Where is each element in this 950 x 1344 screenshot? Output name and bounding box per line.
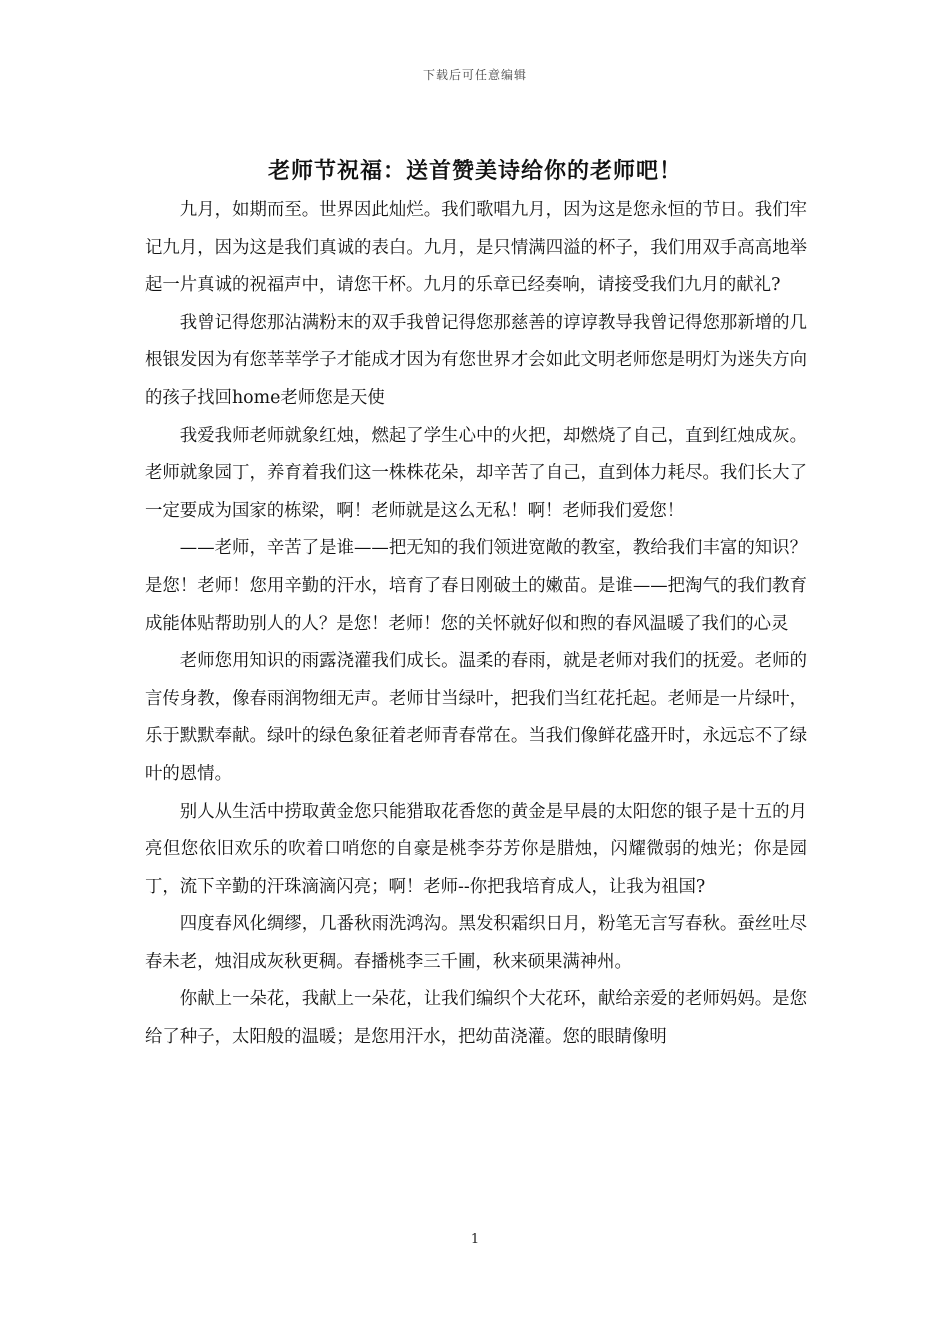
page-number: 1: [470, 1232, 480, 1247]
paragraph-4: ——老师，辛苦了是谁——把无知的我们领进宽敞的教室，教给我们丰富的知识？是您！老师！您用辛勤的汗水，培育了春日刚破土的嫩苗。是谁——把淘气的我们教育成能体贴帮助别人的人？是您！老师！您的关怀就好似和煦的春风温暖了我们的心灵: [145, 538, 807, 634]
document-body: [145, 192, 807, 1057]
paragraph-5: 老师您用知识的雨露浇灌我们成长。温柔的春雨，就是老师对我们的抚爱。老师的言传身教，像春雨润物细无声。老师甘当绿叶，把我们当红花托起。老师是一片绿叶，乐于默默奉献。绿叶的绿色象征着老师青春常在。当我们像鲜花盛开时，永远忘不了绿叶的恩情。: [145, 651, 807, 784]
paragraph-2: 我曾记得您那沾满粉末的双手我曾记得您那慈善的谆谆教导我曾记得您那新增的几根银发因为有您莘莘学子才能成才因为有您世界才会如此文明老师您是明灯为迷失方向的孩子找回home老师您是天使: [145, 312, 807, 408]
paragraph-3: 我爱我师老师就象红烛，燃起了学生心中的火把，却燃烧了自己，直到红烛成灰。老师就象园丁，养育着我们这一株株花朵，却辛苦了自己，直到体力耗尽。我们长大了一定要成为国家的栋梁，啊！老师就是这么无私！啊！老师我们爱您！: [145, 425, 807, 521]
paragraph-6: 别人从生活中捞取黄金您只能猎取花香您的黄金是早晨的太阳您的银子是十五的月亮但您依旧欢乐的吹着口哨您的自豪是桃李芬芳你是腊烛，闪耀微弱的烛光；你是园丁，流下辛勤的汗珠滴滴闪亮；啊！老师--你把我培育成人，让我为祖国?: [145, 801, 807, 897]
paragraph-1: 九月，如期而至。世界因此灿烂。我们歌唱九月，因为这是您永恒的节日。我们牢记九月，因为这是我们真诚的表白。九月，是只情满四溢的杯子，我们用双手高高地举起一片真诚的祝福声中，请您干杯。九月的乐章已经奏响，请接受我们九月的献礼?: [145, 200, 807, 296]
header-note: 下载后可任意编辑: [422, 68, 527, 82]
document-title: 老师节祝福：送首赞美诗给你的老师吧！: [267, 158, 682, 184]
paragraph-7: 四度春风化绸缪，几番秋雨洗鸿沟。黑发积霜织日月，粉笔无言写春秋。蚕丝吐尽春未老，烛泪成灰秋更稠。春播桃李三千圃，秋来硕果满神州。: [145, 914, 807, 972]
paragraph-8: 你献上一朵花，我献上一朵花，让我们编织个大花环，献给亲爱的老师妈妈。是您给了种子，太阳般的温暖；是您用汗水，把幼苗浇灌。您的眼睛像明: [145, 989, 807, 1048]
